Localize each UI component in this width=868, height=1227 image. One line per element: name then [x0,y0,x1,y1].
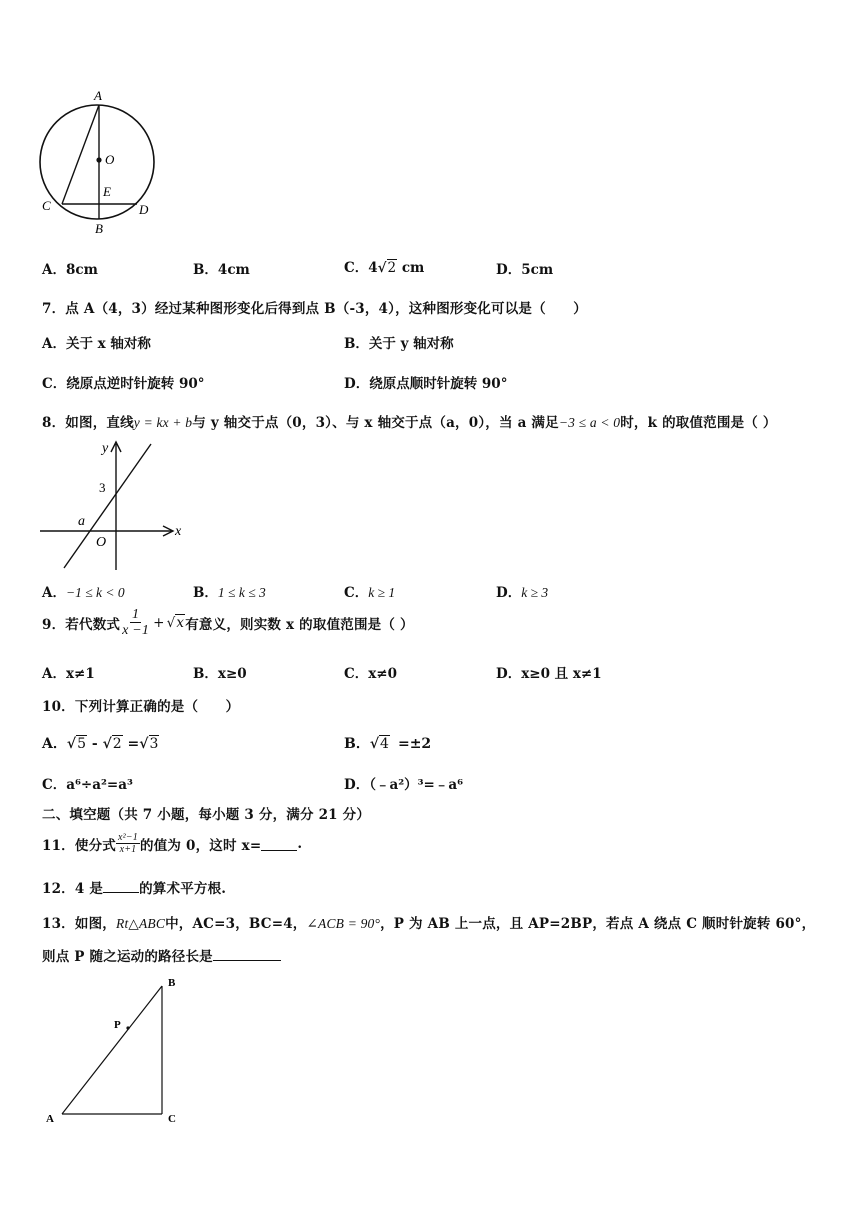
option-letter: D． [496,262,522,278]
q8-label-x: x [175,524,182,539]
q12-stem-part: 12．4 是 [42,881,104,897]
option-letter: B． [344,736,370,752]
q6-label-E: E [103,184,111,199]
q9-option-d[interactable] [496,662,602,682]
option-letter: C． [42,777,67,793]
q8-option-d[interactable] [496,581,548,601]
q13-label-B: B [168,977,176,989]
q11-answer-blank[interactable] [261,836,297,851]
q8-option-c[interactable] [344,581,395,601]
q8-option-b[interactable] [193,581,266,601]
option-unit: cm [397,260,425,276]
q9-option-b[interactable] [193,662,247,682]
sqrt-expression: √2 [377,260,397,276]
option-letter: C． [344,260,369,276]
q13-stem-line2 [42,945,281,965]
q10-option-a[interactable] [42,733,159,753]
sqrt-expression: √5 [66,736,86,752]
q13-label-A: A [46,1113,54,1125]
fraction-numerator: 1 [131,607,140,622]
q9-stem [42,607,414,639]
option-text: 1 ≤ k ≤ 3 [217,585,266,600]
q9-stem-part: 9．若代数式 [42,616,121,633]
minus-sign: - [87,736,103,752]
q8-line-equation: y = kx + b [133,415,193,430]
q7-option-b[interactable] [344,332,454,352]
option-text: =±2 [397,736,432,752]
q6-circle-figure [36,88,160,236]
option-letter: C． [42,376,67,392]
q10-stem: 10．下列计算正确的是（ ） [42,699,240,715]
q6-label-O: O [105,152,115,167]
option-letter: C． [344,666,369,682]
q7-stem: 7．点 A（4，3）经过某种图形变化后得到点 B（-3，4），这种图形变化可以是（ ） [42,301,587,317]
sqrt-expression: √2 [102,736,122,752]
q11-fraction [116,832,140,855]
radicand: 2 [387,260,397,276]
q7-option-a[interactable] [42,332,151,352]
radicand: 2 [112,736,122,752]
option-text: 5cm [521,262,554,278]
q13-label-P: P [114,1019,121,1031]
section-2-heading: 二、填空题（共 7 小题，每小题 3 分，满分 21 分） [42,807,371,823]
option-coefficient: 4 [368,260,378,276]
fraction-denominator: x+1 [119,844,137,855]
q13-stem-part: 中，AC=3，BC=4， [165,916,307,932]
option-letter: D． [496,666,522,682]
option-text: 关于 y 轴对称 [368,336,454,352]
option-text: x≠0 [368,666,398,682]
option-text: x≥0 且 x≠1 [521,666,602,682]
fraction-denominator: x −1 [122,623,150,639]
q12-stem [42,877,226,897]
q10-option-c[interactable] [42,773,133,793]
option-text: 关于 x 轴对称 [65,336,151,352]
q13-stem-part: 则点 P 随之运动的路径长是 [42,949,213,965]
option-letter: B． [344,336,369,352]
q8-option-a[interactable] [42,581,125,601]
option-letter: A． [42,736,67,752]
option-letter: A． [42,666,66,682]
q13-answer-blank[interactable] [213,946,281,961]
radicand: 5 [77,736,86,752]
q7-option-c[interactable] [42,372,205,392]
radicand: 3 [149,736,159,752]
option-letter: A． [42,336,66,352]
q11-stem [42,832,302,855]
equals-sign: = [122,736,140,752]
option-letter: A． [42,262,66,278]
sqrt-expression: √4 [369,736,389,752]
option-text: x≠1 [65,666,95,682]
option-text: 绕原点逆时针旋转 90° [66,376,205,392]
q13-triangle-figure [40,974,190,1130]
q11-stem-part: 的值为 0，这时 x= [140,837,262,854]
option-letter: D． [344,376,370,392]
q6-label-D: D [139,202,149,217]
q9-fraction [120,607,151,639]
q8-graph-figure [36,436,196,574]
q6-option-a[interactable] [42,258,98,278]
q10-option-b[interactable] [344,733,431,753]
option-letter: C． [344,585,369,601]
option-text: a⁶÷a²=a³ [66,777,133,793]
q7-option-d[interactable] [344,372,507,392]
q9-option-c[interactable] [344,662,397,682]
q8-stem-part: 与 y 轴交于点（0，3）、与 x 轴交于点（a，0），当 a 满足 [192,415,559,431]
q8-label-3: 3 [99,480,106,495]
radicand: x [176,614,185,631]
q13-stem-part: ，P 为 AB 上一点，且 AP=2BP，若点 A 绕点 C 顺时针旋转 60°， [380,916,816,932]
q6-option-c[interactable] [344,256,424,276]
q12-answer-blank[interactable] [103,878,139,893]
fraction-numerator: x²−1 [118,832,138,843]
option-letter: D． [344,777,370,793]
plus-sign: + [153,614,165,631]
q13-angle: ∠ACB = 90° [306,916,381,931]
option-text: −1 ≤ k < 0 [65,585,125,600]
option-letter: D． [496,585,522,601]
q8-stem-part: 8．如图，直线 [42,415,134,431]
q13-label-C: C [168,1113,176,1125]
option-text: k ≥ 1 [368,585,396,600]
q8-stem [42,411,777,431]
q6-label-A: A [94,88,102,103]
option-text: 8cm [65,262,98,278]
option-text: k ≥ 3 [521,585,549,600]
option-letter: B． [193,585,218,601]
option-letter: B． [193,262,218,278]
q9-sqrt: √x [166,614,185,631]
q6-label-B: B [95,221,103,236]
q6-option-b[interactable] [193,258,250,278]
q6-option-d[interactable] [496,258,553,278]
q13-stem-line1 [42,912,815,932]
option-letter: A． [42,585,66,601]
q13-stem-part: 13．如图， [42,916,116,932]
q12-stem-part: 的算术平方根. [139,881,227,897]
q13-triangle: Rt△ABC [116,916,166,931]
q8-stem-part: 时，k 的取值范围是（ ） [620,415,777,431]
option-text: 4cm [217,262,250,278]
q9-option-a[interactable] [42,662,95,682]
q8-condition: −3 ≤ a < 0 [558,415,621,430]
option-text: （﹣a²）³=﹣a⁶ [369,777,464,793]
q11-stem-part: . [297,835,303,852]
option-text: x≥0 [217,666,247,682]
radicand: 4 [380,736,389,752]
option-letter: B． [193,666,218,682]
option-text: 绕原点顺时针旋转 90° [369,376,508,392]
q9-stem-part: 有意义，则实数 x 的取值范围是（ ） [185,616,414,633]
sqrt-expression: √3 [139,736,159,752]
q8-label-a: a [78,514,85,529]
q8-label-o: O [96,535,107,550]
q10-option-d[interactable] [344,773,463,793]
q8-label-y: y [102,441,109,456]
q6-label-C: C [42,198,51,213]
q11-stem-part: 11．使分式 [42,837,116,854]
